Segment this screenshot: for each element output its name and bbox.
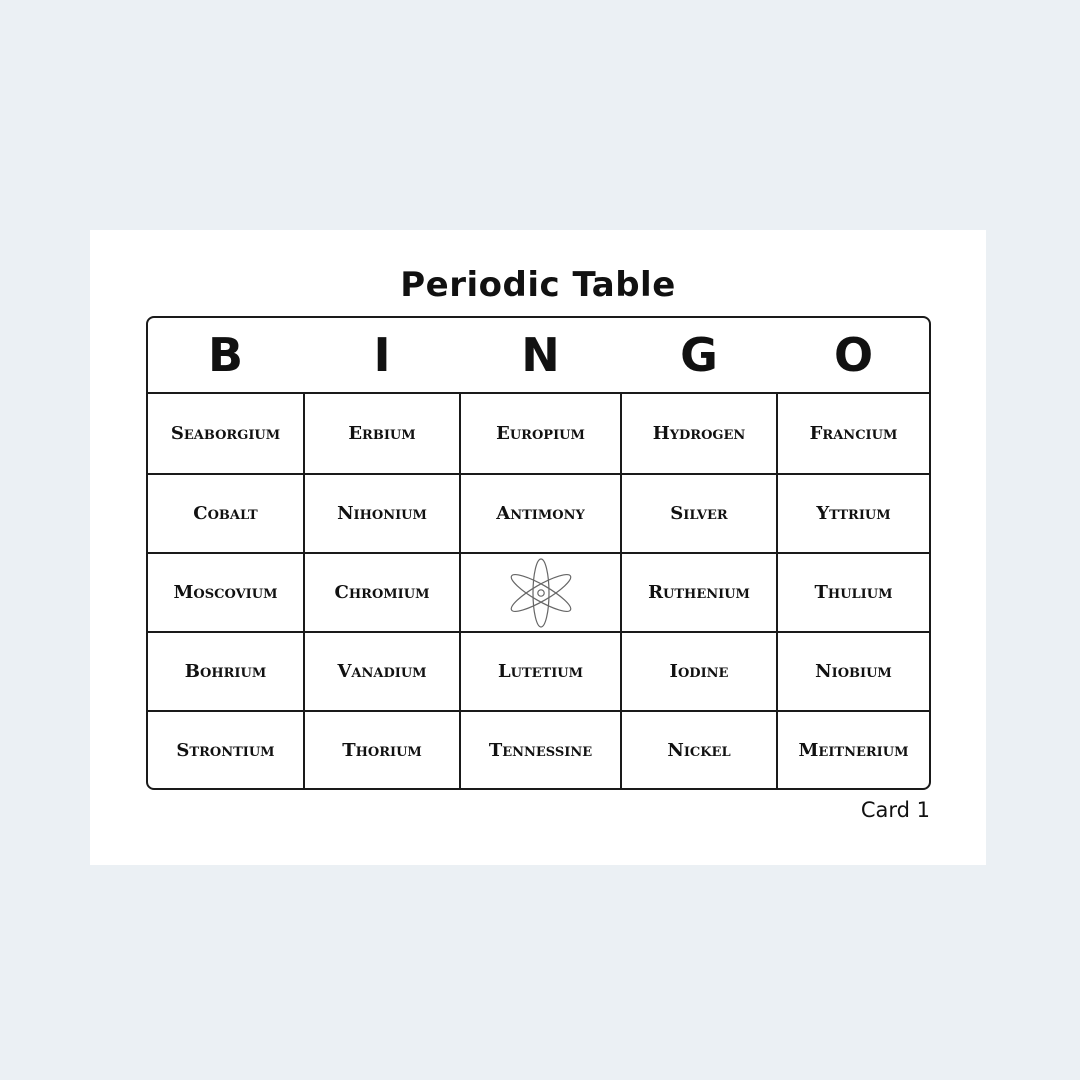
header-letter-g: G <box>680 328 718 382</box>
bingo-board <box>146 316 931 790</box>
free-space-cell <box>461 554 620 631</box>
card-number: Card 1 <box>860 798 930 822</box>
bingo-card <box>90 230 986 865</box>
bingo-cell: Hydrogen <box>652 423 746 444</box>
bingo-cell: Erbium <box>348 423 416 444</box>
bingo-cell: Iodine <box>669 661 729 682</box>
header-letter-i: I <box>373 328 391 382</box>
bingo-cell: Moscovium <box>173 582 278 603</box>
bingo-cell: Francium <box>809 423 898 444</box>
bingo-cell: Nihonium <box>337 503 427 524</box>
bingo-cell: Silver <box>670 503 728 524</box>
header-letter-b: B <box>207 328 244 382</box>
bingo-cell: Strontium <box>176 739 275 761</box>
header-letter-o: O <box>833 328 874 382</box>
bingo-cell: Ruthenium <box>648 582 750 603</box>
bingo-cell: Meitnerium <box>798 739 909 761</box>
bingo-cell: Seaborgium <box>170 423 281 444</box>
bingo-cell: Yttrium <box>816 503 891 524</box>
header-letter-n: N <box>521 328 560 382</box>
bingo-header <box>148 318 929 394</box>
bingo-cell: Cobalt <box>193 503 258 524</box>
bingo-cell: Tennessine <box>488 739 593 761</box>
bingo-cell: Antimony <box>496 503 585 524</box>
atom-icon <box>506 556 576 630</box>
bingo-cell: Bohrium <box>184 661 267 682</box>
card-title: Periodic Table <box>400 265 676 305</box>
bingo-cell: Chromium <box>334 582 430 603</box>
bingo-cell: Nickel <box>667 739 731 761</box>
bingo-cell: Lutetium <box>497 661 584 682</box>
bingo-cell: Thulium <box>814 582 893 603</box>
bingo-cell: Vanadium <box>337 661 427 682</box>
bingo-cell: Europium <box>496 423 585 444</box>
bingo-cell: Thorium <box>342 739 422 761</box>
bingo-cell: Niobium <box>815 661 892 682</box>
